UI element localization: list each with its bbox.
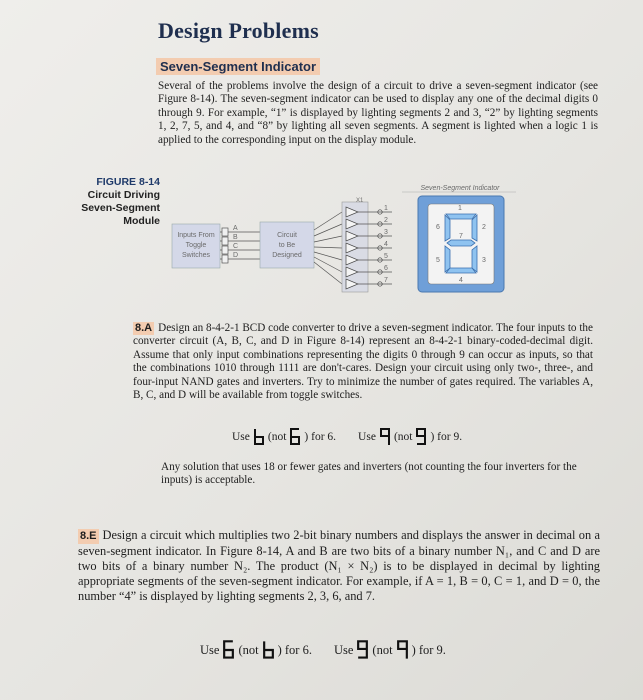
use-label: Use	[232, 431, 250, 443]
not-label: (not	[238, 642, 259, 657]
segment-number: 1	[458, 205, 462, 212]
figure-caption-line: Seven-Segment	[81, 202, 160, 214]
output-label: 3	[384, 229, 388, 236]
use-line-8a	[232, 428, 462, 446]
not-label: (not	[393, 431, 413, 443]
inputs-label: Switches	[181, 252, 211, 259]
figure-caption-line: Module	[123, 215, 160, 227]
digit-9-with-tail-icon	[415, 428, 427, 446]
output-label: 5	[384, 253, 388, 260]
digit-6-with-tail-icon	[253, 428, 265, 446]
input-letter-a: A	[233, 225, 238, 232]
circuit-label: to Be	[278, 242, 296, 249]
digit-6-with-tail-icon	[262, 640, 275, 660]
output-label: 2	[384, 217, 388, 224]
not-label: (not	[267, 431, 287, 443]
intro-paragraph: Several of the problems involve the design of a circuit to drive a seven-segment indicator (see Figure 8-14). The seven-segment indicator can be used to display any one of the decimal digits 0 through 9. For example, “1” is displayed by lighting segments 2 and 3, “2” by lighting segments 1, 2, 7, 5, and 4, and “8” by lighting all seven segments. A segment is lighted when a logic 1 is applied to the corresponding input on the display module.	[158, 80, 598, 146]
problem-text: Design a circuit which multiplies two 2-bit binary numbers and displays the answer in decimal on a seven-segment indicator. In Figure 8-14, A and B are two bits of a binary number N₁, and C and D are two bits of a binary number N₂. The product (N₁ × N₂) is to be displayed in decimal by lighting appropriate segments of the seven-segment indicator. For example, if A = 1, B = 0, C = 1, and D = 0, the number “4” is displayed by lighting segments 2, 3, 6, and 7.	[78, 528, 600, 603]
inputs-label: Inputs From	[177, 232, 215, 239]
circuit-label: Designed	[272, 252, 302, 259]
page-title: Design Problems	[158, 18, 319, 43]
acceptable-note: Any solution that uses 18 or fewer gates and inverters (not counting the four inverters for the inputs) is acceptable.	[161, 461, 577, 487]
segment-number: 5	[436, 257, 440, 264]
segment-number: 2	[482, 224, 486, 231]
for-nine-label: ) for 9.	[411, 642, 446, 657]
n-label: X1	[356, 198, 364, 204]
for-six-label: ) for 6.	[304, 431, 337, 443]
input-letter-b: B	[233, 234, 238, 241]
section-heading: Seven-Segment Indicator	[156, 58, 320, 75]
segment-number: 4	[459, 277, 463, 284]
digit-9-without-tail-icon	[396, 640, 409, 660]
figure-seven-segment-circuit	[170, 180, 522, 298]
output-label: 1	[384, 205, 388, 212]
use-label: Use	[358, 431, 376, 443]
problem-text: Design an 8-4-2-1 BCD code converter to drive a seven-segment indicator. The four inputs to the converter circuit (A, B, C, and D in Figure 8-14) represent an 8-4-2-1 binary-coded-decimal digit. Assume that only input combinations representing the digits 0 through 9 can occur as inputs, so that the combinations 1010 through 1111 are don't-cares. Design your circuit using only two-, three-, and four-input NAND gates and inverters. Try to minimize the number of gates required. The variables A, B, C, and D will be available from toggle switches.	[133, 322, 593, 402]
digit-6-without-tail-icon	[222, 640, 235, 660]
output-label: 6	[384, 265, 388, 272]
use-line-8e	[200, 640, 446, 660]
figure-caption	[52, 176, 160, 228]
problem-tag: 8.A	[135, 322, 153, 334]
not-label: (not	[372, 642, 393, 657]
digit-9-without-tail-icon	[379, 428, 391, 446]
segment-number: 6	[436, 224, 440, 231]
use-label: Use	[333, 642, 354, 657]
circuit-label: Circuit	[277, 232, 297, 239]
for-nine-label: ) for 9.	[430, 431, 463, 443]
figure-number: FIGURE 8-14	[96, 176, 160, 188]
problem-8e	[78, 528, 600, 604]
segment-number: 7	[459, 233, 463, 240]
digit-6-without-tail-icon	[289, 428, 301, 446]
use-label: Use	[200, 642, 220, 657]
output-label: 4	[384, 241, 388, 248]
problem-tag: 8.E	[80, 530, 97, 542]
figure-caption-line: Circuit Driving	[87, 189, 160, 201]
output-label: 7	[384, 277, 388, 284]
digit-9-with-tail-icon	[356, 640, 369, 660]
problem-8a	[133, 322, 593, 402]
inputs-label: Toggle	[185, 242, 207, 249]
for-six-label: ) for 6.	[277, 642, 312, 657]
input-letter-c: C	[233, 243, 239, 250]
segment-number: 3	[482, 257, 486, 264]
input-letter-d: D	[233, 252, 239, 259]
display-title: Seven-Segment Indicator	[420, 185, 500, 192]
